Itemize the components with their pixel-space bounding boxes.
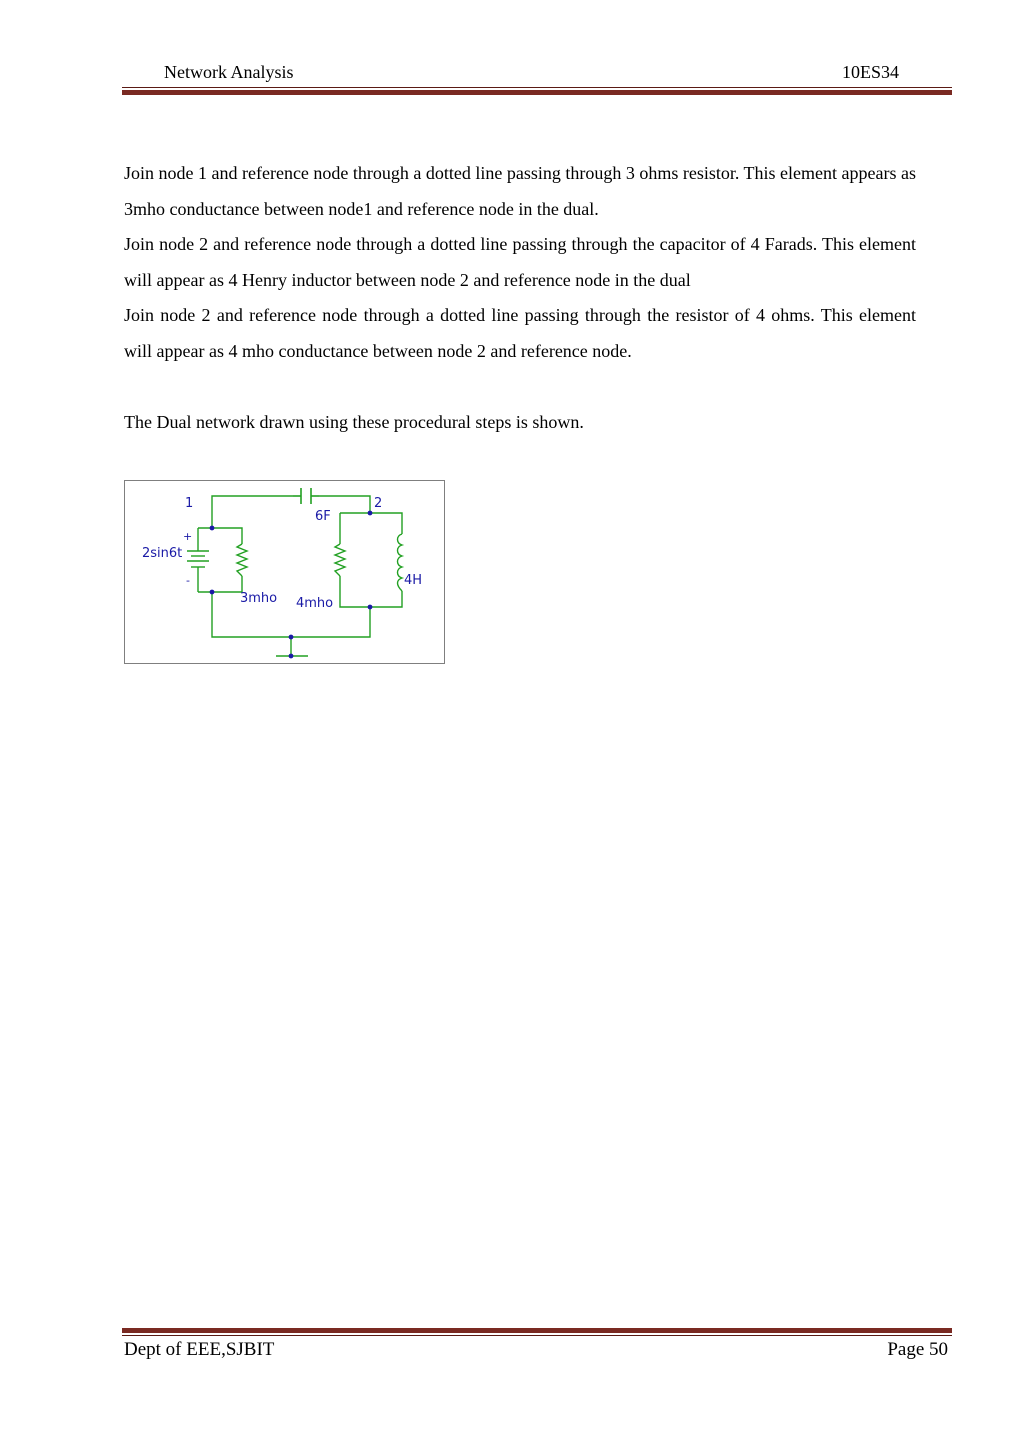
wire-node2-branch [340,513,402,534]
footer-department: Dept of EEE,SJBIT [124,1339,275,1360]
paragraph-closing: The Dual network drawn using these procedural steps is shown. [124,412,584,433]
dual-network-figure [124,480,445,664]
label-capacitor: 6F [315,509,331,524]
wire-node1-branch [198,528,242,544]
node-dot-left-bottom [210,590,215,595]
node-dot-1 [210,526,215,531]
node-dot-ground [289,654,294,659]
node-dot-ground-top [289,635,294,640]
footer-rule-thick [122,1328,952,1333]
inductor-4h [398,534,403,591]
circuit-diagram [125,481,444,663]
header-course-code: 10ES34 [842,62,900,82]
header-rule-thin [122,87,952,88]
paragraph-node2-resistor: Join node 2 and reference node through a dotted line passing through the resistor of 4 ohms. This element will appear as 4 mho conductance between node 2 and reference node. [124,305,916,361]
resistor-4mho [335,544,345,576]
header-rule-thick [122,90,952,95]
label-source: 2sin6t [142,546,183,561]
label-4mho: 4mho [296,596,334,611]
footer-rule-thin [122,1335,952,1336]
paragraph-node2-capacitor: Join node 2 and reference node through a dotted line passing through the capacitor of 4 Farads. This element will appear as 4 Henry inductor between node 2 and reference node in the dual [124,234,916,290]
wire-3mho-bottom [198,576,242,592]
wire-top-left [212,496,293,528]
node-dot-right-bottom [368,605,373,610]
label-node-1: 1 [185,496,194,511]
paragraph-node1: Join node 1 and reference node through a dotted line passing through 3 ohms resistor. This element appears as 3mho conductance between node1 and reference node in the dual. [124,163,916,219]
label-node-2: 2 [374,496,383,511]
body-text [124,156,916,441]
resistor-3mho [237,544,247,576]
label-3mho: 3mho [240,591,278,606]
label-plus: + [183,530,193,543]
label-minus: - [186,574,190,587]
label-4h: 4H [404,573,423,588]
node-dot-2 [368,511,373,516]
header-title: Network Analysis [164,62,294,82]
wire-4mho-bottom [340,576,402,607]
wire-left-ground [212,592,370,637]
footer-page-number: Page 50 [887,1339,948,1360]
